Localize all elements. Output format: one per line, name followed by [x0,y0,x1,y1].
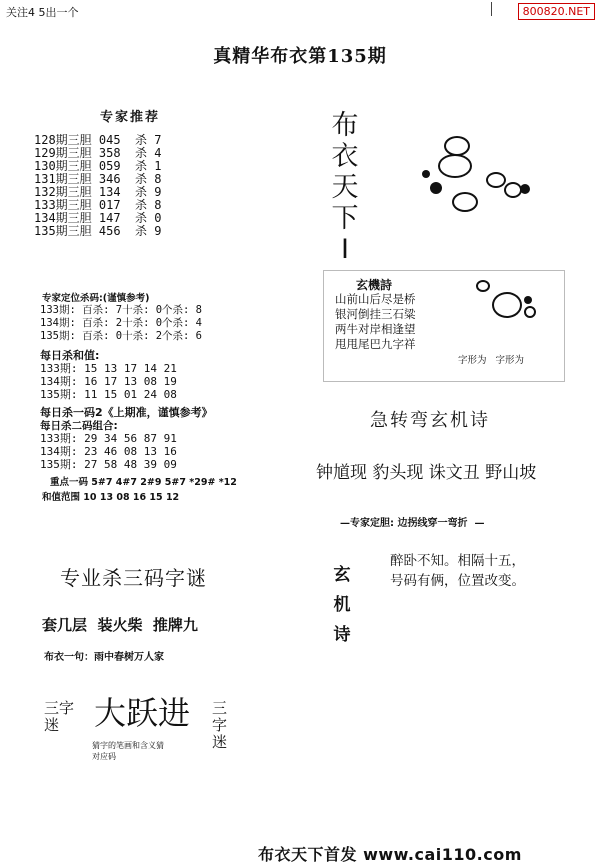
list-item: 号码有俩，位置改变。 [390,573,525,589]
list-item: 129期三胆 358 杀 4 [34,146,162,160]
xuanji-title: 玄機詩 [356,278,393,292]
three-kill-title: 专业杀三码字谜 [60,566,207,590]
list-item: 133期三胆 017 杀 8 [34,198,162,212]
list-item: 山前山后尽是桥 [335,292,416,306]
sum-title: 每日杀和值: [40,349,100,362]
expert-list [34,134,161,238]
list-item: 128期三胆 045 杀 7 [34,133,162,147]
puzzle-illustration [400,130,560,230]
jizhuan-title: 急转弯玄机诗 [370,410,490,431]
page-title: 真精华布衣第135期 [213,46,387,67]
footer-text: 布衣天下首发 www.cai110.com [258,845,522,864]
list-item: 133期: 29 34 56 87 91 [40,432,177,445]
zixing-line: 字形为 字形为 [458,355,525,366]
list-item: 134期: 百杀: 2十杀: 0个杀: 4 [40,317,203,329]
position-list [40,304,202,343]
list-item: 133期: 百杀: 7十杀: 0个杀: 8 [40,304,203,316]
list-item: 两牛对岸相逢望 [335,322,416,336]
one-code-title: 每日杀一码2《上期准，谨慎参考》 [40,406,213,419]
top-note: 关注4 5出一个 [6,6,79,19]
focus-line: 重点一码 5#7 4#7 2#9 5#7 *29# *12 [50,477,237,488]
two-code-title: 每日杀二码组合: [40,420,118,432]
buyi-title: 布衣天下I [331,110,359,265]
poem-label: 玄机诗 [333,565,351,645]
miyu-label-right: 三字迷 [212,699,228,751]
list-item: 135期: 11 15 01 24 08 [40,388,177,401]
list-item: 131期三胆 346 杀 8 [34,172,162,186]
list-item: 醉卧不知。相隔十五， [390,553,525,569]
miyu-note: 猜字的笔画和含义猜 [92,741,164,750]
list-item: 135期: 27 58 48 39 09 [40,458,177,471]
list-item: 133期: 15 13 17 14 21 [40,362,177,375]
list-item: 135期三胆 456 杀 9 [34,224,162,238]
expert-title: 专家推荐 [100,110,161,125]
list-item: 132期三胆 134 杀 9 [34,185,162,199]
top-corner-mark [491,2,492,16]
watermark-badge: 800820.NET [518,3,595,20]
position-title: 专家定位杀码:(谨慎参考) [42,293,150,304]
two-code-list [40,432,177,471]
list-item: 134期: 23 46 08 13 16 [40,445,177,458]
list-item: 135期: 百杀: 0十杀: 2个杀: 6 [40,330,203,342]
miyu-big: 大跃进 [94,694,191,732]
xuanji-lines [335,292,416,352]
sum-list [40,362,177,401]
miyu-label-left: 三字迷 [44,699,75,734]
list-item: 银河倒挂三石粱 [335,307,416,321]
list-item: 134期: 16 17 13 08 19 [40,375,177,388]
buyi-line: 布衣一句：雨中春树万人家 [44,652,164,663]
three-kill-words: 套几层 装火柴 推牌九 [42,616,198,634]
ring-illustration [464,276,544,342]
dingdan-line: —专家定胆: 边拐线穿一弯折 — [340,518,485,529]
miyu-note: 对应码 [92,752,116,761]
list-item: 134期三胆 147 杀 0 [34,211,162,225]
poem-lines [390,551,525,591]
list-item: 130期三胆 059 杀 1 [34,159,162,173]
jizhuan-line: 钟馗现 豹头现 诛文丑 野山坡 [316,463,537,483]
hezhi-line: 和值范围 10 13 08 16 15 12 [42,492,180,503]
list-item: 甩甩尾巴九字祥 [335,337,416,351]
